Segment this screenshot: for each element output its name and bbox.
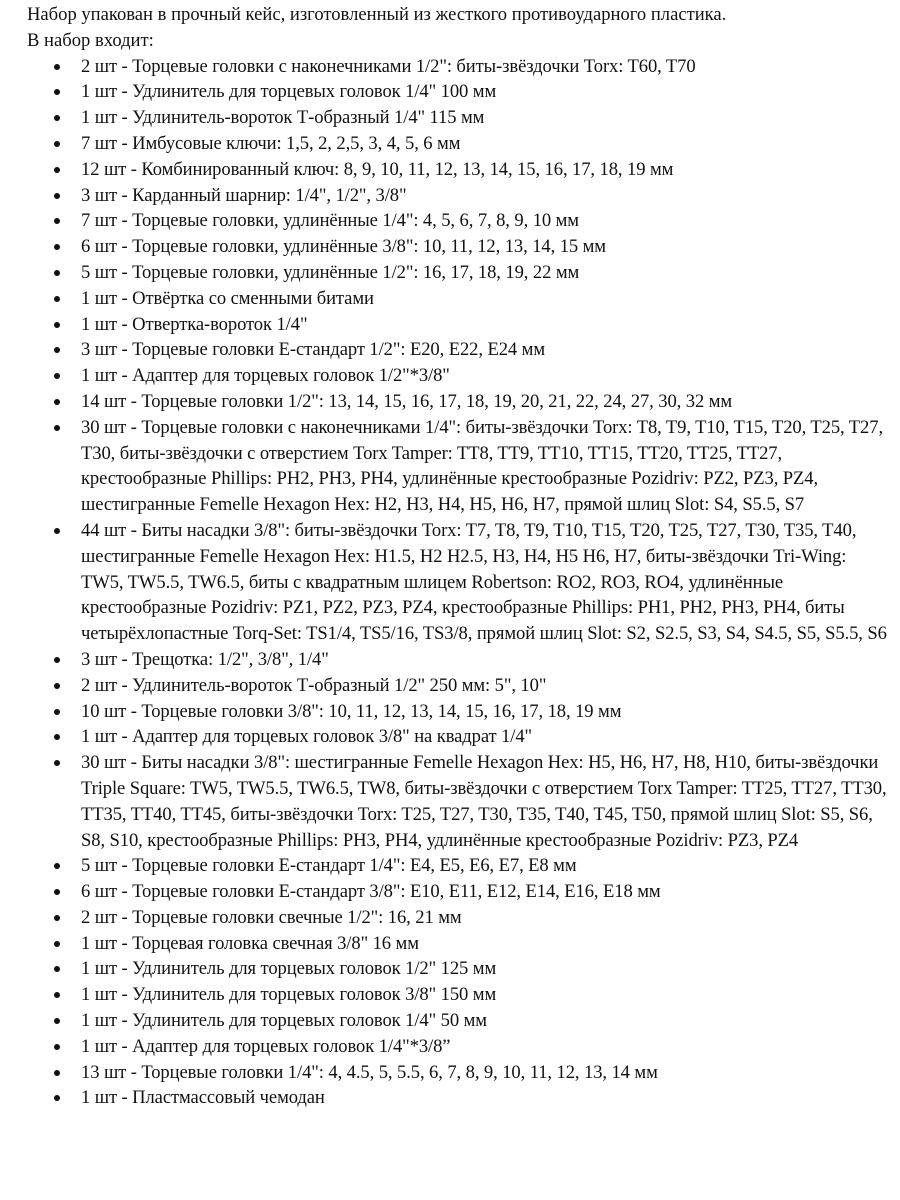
list-item: 3 шт - Торцевые головки Е-стандарт 1/2": Е20, Е22, Е24 мм	[81, 337, 889, 363]
list-item: 1 шт - Отвертка-вороток 1/4"	[81, 312, 889, 338]
list-item: 6 шт - Торцевые головки, удлинённые 3/8": 10, 11, 12, 13, 14, 15 мм	[81, 234, 889, 260]
list-item: 1 шт - Удлинитель для торцевых головок 1/2" 125 мм	[81, 956, 889, 982]
list-item: 2 шт - Удлинитель-вороток Т-образный 1/2" 250 мм: 5", 10"	[81, 673, 889, 699]
list-item: 10 шт - Торцевые головки 3/8": 10, 11, 12, 13, 14, 15, 16, 17, 18, 19 мм	[81, 699, 889, 725]
list-item: 30 шт - Биты насадки 3/8": шестигранные Femelle Hexagon Hex: H5, H6, H7, H8, H10, биты-звёздочки Triple Square: TW5, TW5.5, TW6.5, TW8, биты-звёздочки с отверстием Torx Tamper: TT25, TT27, TT30, TT35, TT40, TT45, биты-звёздочки Torx: T25, T27, T30, T35, T40, T45, T50, прямой шлиц Slot: S5, S6, S8, S10, крестообразные Phillips: PH3, PH4, удлинённые крестообразные Pozidriv: PZ3, PZ4	[81, 750, 889, 853]
list-item: 3 шт - Трещотка: 1/2", 3/8", 1/4"	[81, 647, 889, 673]
list-item: 1 шт - Пластмассовый чемодан	[81, 1085, 889, 1111]
list-item: 2 шт - Торцевые головки свечные 1/2": 16, 21 мм	[81, 905, 889, 931]
contents-list	[27, 54, 889, 1112]
list-item: 7 шт - Торцевые головки, удлинённые 1/4": 4, 5, 6, 7, 8, 9, 10 мм	[81, 208, 889, 234]
list-item: 1 шт - Отвёртка со сменными битами	[81, 286, 889, 312]
list-item: 6 шт - Торцевые головки Е-стандарт 3/8": Е10, Е11, Е12, Е14, Е16, Е18 мм	[81, 879, 889, 905]
list-item: 12 шт - Комбинированный ключ: 8, 9, 10, 11, 12, 13, 14, 15, 16, 17, 18, 19 мм	[81, 157, 889, 183]
list-item: 44 шт - Биты насадки 3/8": биты-звёздочки Torx: T7, T8, T9, T10, T15, T20, T25, T27, T30, T35, T40, шестигранные Femelle Hexagon Hex: H1.5, H2 H2.5, H3, H4, H5 H6, H7, биты-звёздочки Tri-Wing: TW5, TW5.5, TW6.5, биты с квадратным шлицем Robertson: RO2, RO3, RO4, удлинённые крестообразные Pozidriv: PZ1, PZ2, PZ3, PZ4, крестообразные Phillips: PH1, PH2, PH3, PH4, биты четырёхлопастные Torq-Set: TS1/4, TS5/16, TS3/8, прямой шлиц Slot: S2, S2.5, S3, S4, S4.5, S5, S5.5, S6	[81, 518, 889, 647]
list-item: 7 шт - Имбусовые ключи: 1,5, 2, 2,5, 3, 4, 5, 6 мм	[81, 131, 889, 157]
contents-label: В набор входит:	[27, 29, 154, 51]
product-description	[27, 2, 889, 1111]
list-item: 1 шт - Адаптер для торцевых головок 3/8" на квадрат 1/4"	[81, 724, 889, 750]
list-item: 1 шт - Удлинитель-вороток Т-образный 1/4" 115 мм	[81, 105, 889, 131]
list-item: 1 шт - Удлинитель для торцевых головок 3/8" 150 мм	[81, 982, 889, 1008]
list-item: 2 шт - Торцевые головки с наконечниками 1/2": биты-звёздочки Torx: T60, T70	[81, 54, 889, 80]
list-item: 1 шт - Торцевая головка свечная 3/8" 16 мм	[81, 931, 889, 957]
list-item: 1 шт - Адаптер для торцевых головок 1/2"*3/8"	[81, 363, 889, 389]
list-item: 1 шт - Удлинитель для торцевых головок 1/4" 100 мм	[81, 79, 889, 105]
list-item: 1 шт - Удлинитель для торцевых головок 1/4" 50 мм	[81, 1008, 889, 1034]
list-item: 5 шт - Торцевые головки Е-стандарт 1/4": Е4, Е5, Е6, Е7, Е8 мм	[81, 853, 889, 879]
list-item: 13 шт - Торцевые головки 1/4": 4, 4.5, 5, 5.5, 6, 7, 8, 9, 10, 11, 12, 13, 14 мм	[81, 1060, 889, 1086]
list-item: 5 шт - Торцевые головки, удлинённые 1/2": 16, 17, 18, 19, 22 мм	[81, 260, 889, 286]
list-item: 14 шт - Торцевые головки 1/2": 13, 14, 15, 16, 17, 18, 19, 20, 21, 22, 24, 27, 30, 32 мм	[81, 389, 889, 415]
intro-text: Набор упакован в прочный кейс, изготовленный из жесткого противоударного пластика.	[27, 4, 727, 25]
list-item: 1 шт - Адаптер для торцевых головок 1/4"*3/8”	[81, 1034, 889, 1060]
list-item: 30 шт - Торцевые головки с наконечниками 1/4": биты-звёздочки Torx: T8, T9, T10, T15, T20, T25, T27, T30, биты-звёздочки с отверстием Torx Tamper: TT8, TT9, TT10, TT15, TT20, TT25, TT27, крестообразные Phillips: PH2, PH3, PH4, удлинённые крестообразные Pozidriv: PZ2, PZ3, PZ4, шестигранные Femelle Hexagon Hex: H2, H3, H4, H5, H6, H7, прямой шлиц Slot: S4, S5.5, S7	[81, 415, 889, 518]
list-item: 3 шт - Карданный шарнир: 1/4", 1/2", 3/8"	[81, 183, 889, 209]
